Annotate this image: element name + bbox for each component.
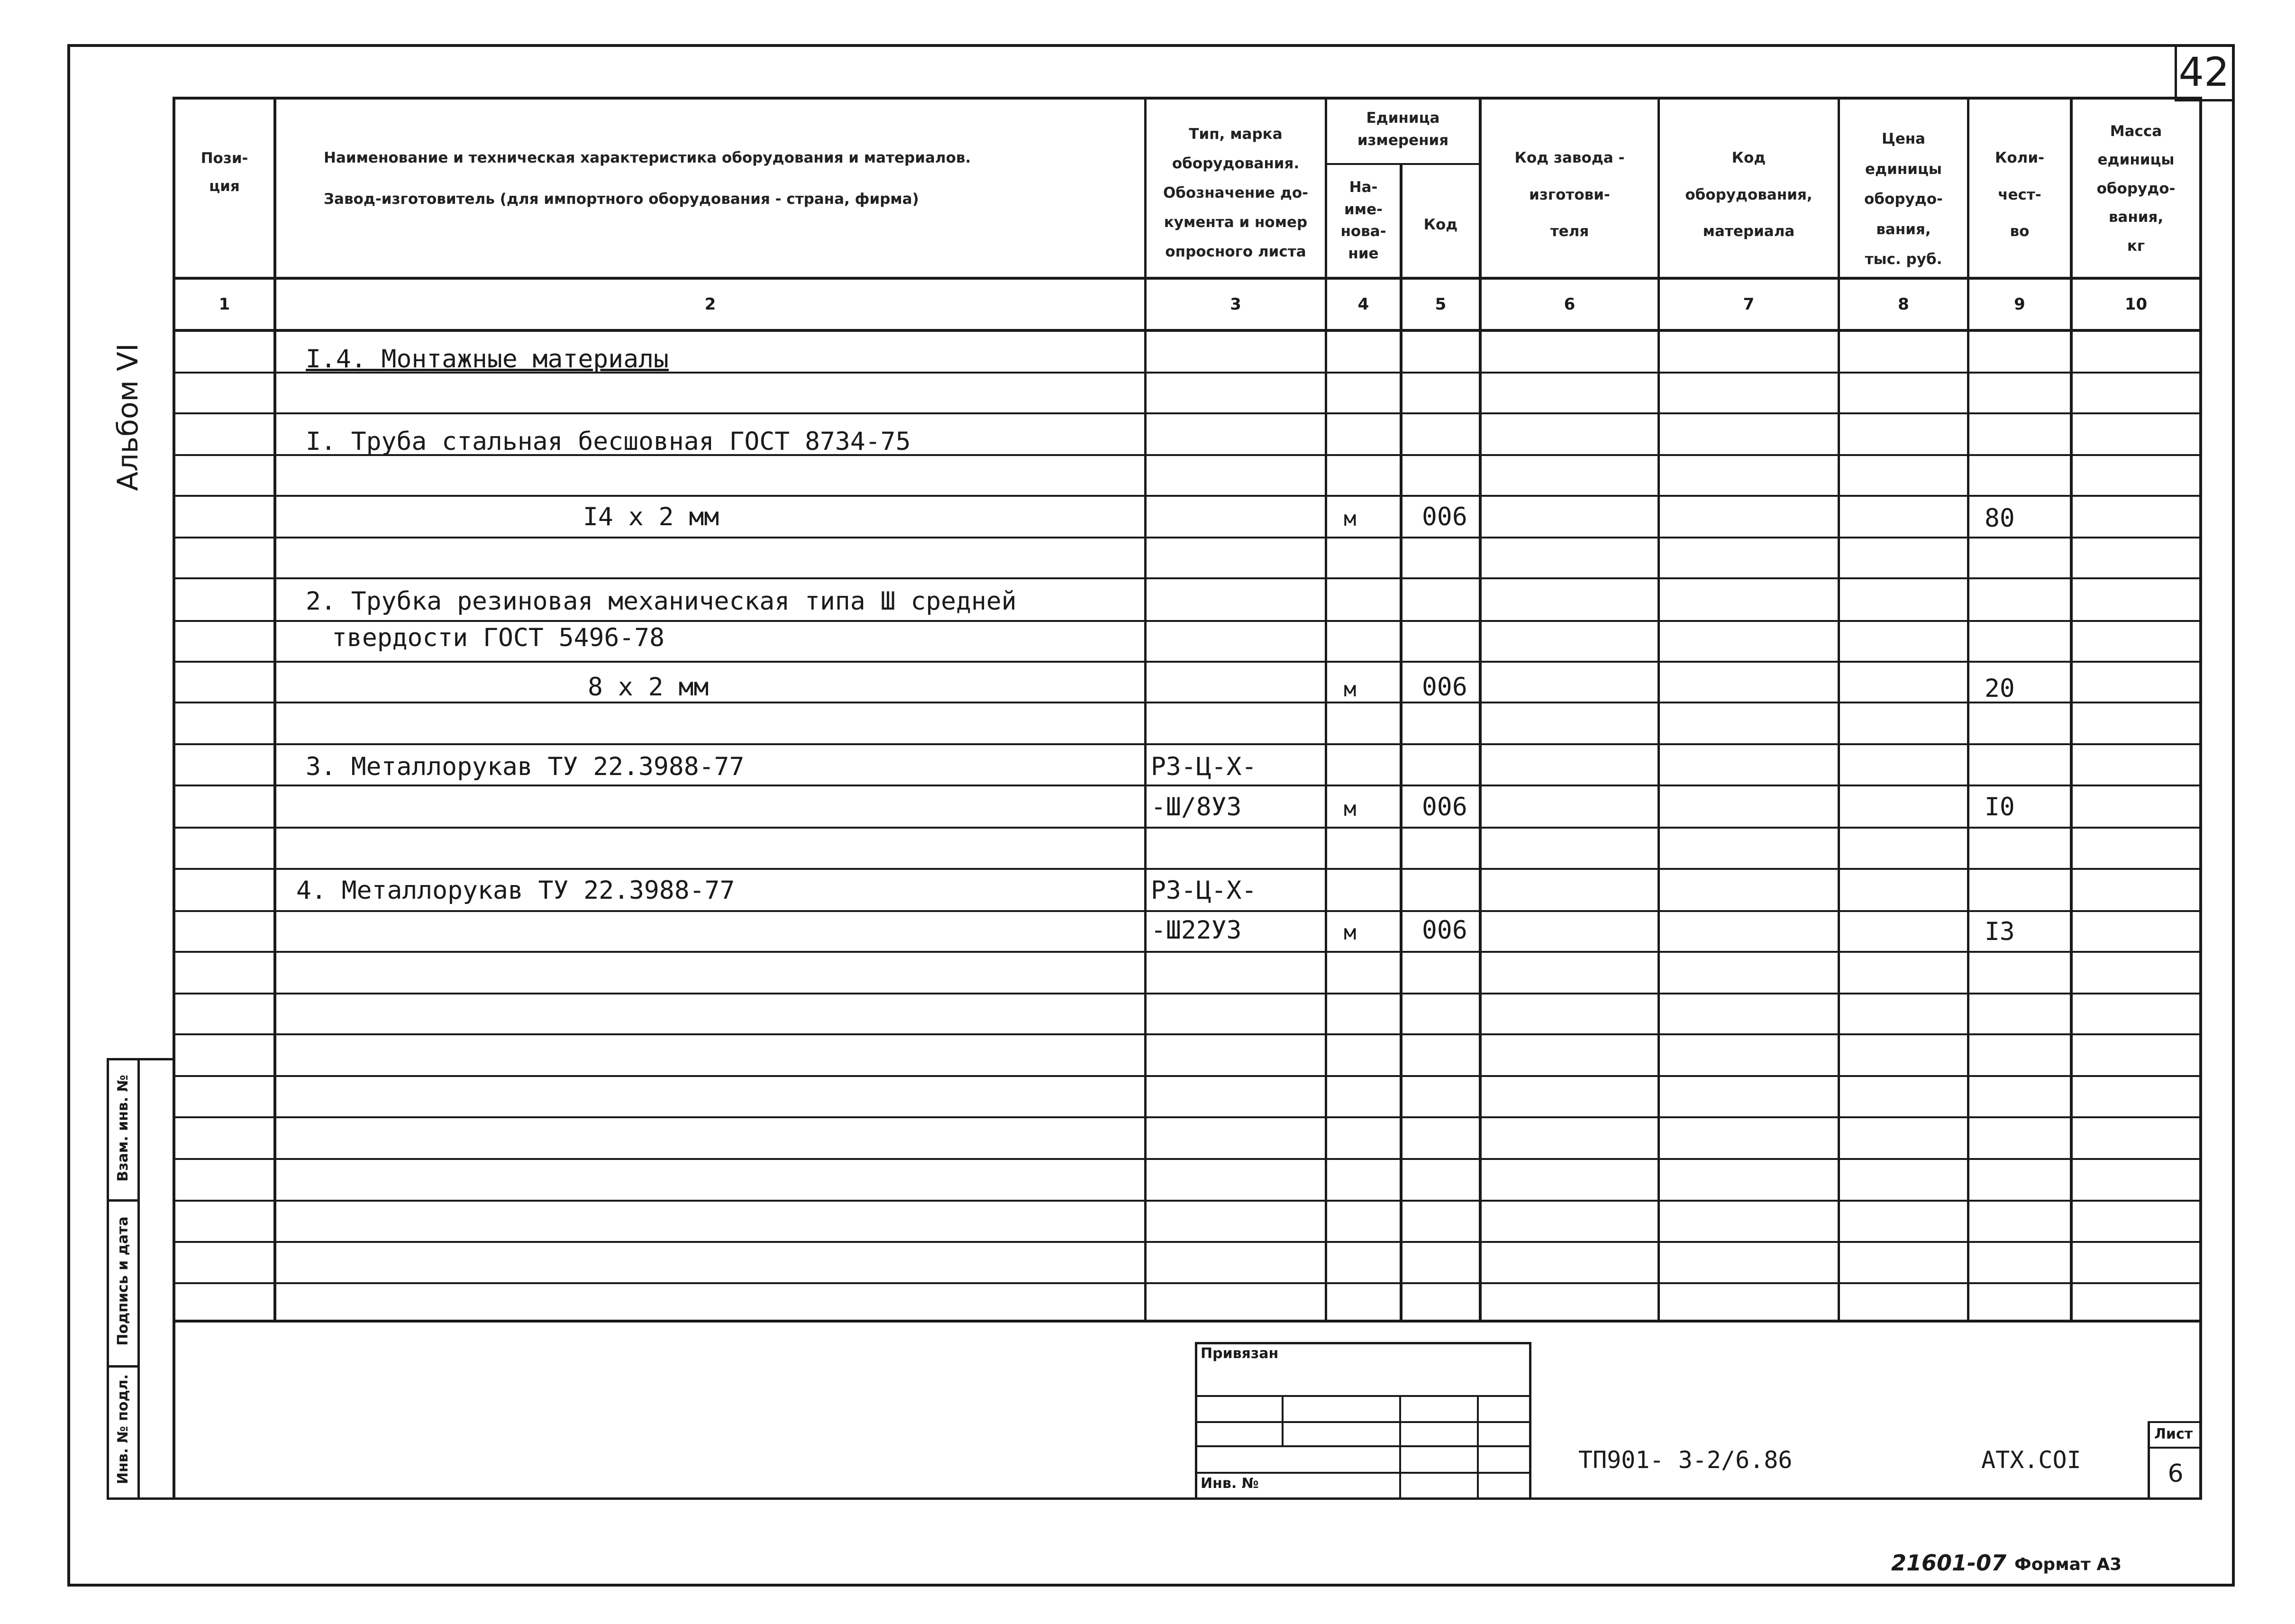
item-3-type-cont: -Ш/8УЗ	[1151, 793, 1242, 821]
item-1-size: I4 x 2 мм	[583, 502, 719, 531]
colnum-6: 6	[1564, 295, 1576, 314]
tb-sheet-number: 6	[2168, 1460, 2184, 1488]
tb-bottom	[173, 1497, 2202, 1500]
footer-handwritten-number: 21601-07	[1891, 1550, 2007, 1576]
colnum-5: 5	[1435, 295, 1447, 314]
tb-privyazan-col-1	[1282, 1395, 1284, 1447]
table-header-bottom	[173, 277, 2202, 280]
table-colnum-bottom	[173, 329, 2202, 332]
table-row-line	[173, 1200, 2202, 1202]
tb-sheet-mid	[2148, 1447, 2202, 1449]
colnum-10: 10	[2124, 295, 2148, 314]
table-row-line	[173, 1282, 2202, 1284]
item-4-qty: I3	[1985, 917, 2015, 946]
table-top	[173, 97, 2202, 100]
colnum-2: 2	[704, 295, 716, 314]
colnum-9: 9	[2014, 295, 2025, 314]
item-2-name-cont: твердости ГОСТ 5496-78	[332, 623, 665, 652]
colnum-3: 3	[1230, 295, 1241, 314]
table-row-line	[173, 1241, 2202, 1243]
item-4-name: 4. Металлорукав ТУ 22.3988-77	[296, 876, 735, 905]
colnum-8: 8	[1898, 295, 1909, 314]
table-row-line	[173, 661, 2202, 663]
colnum-1: 1	[219, 295, 230, 314]
item-2-size: 8 x 2 мм	[588, 673, 709, 702]
tb-project-code: ТП901- 3-2/6.86	[1578, 1446, 1793, 1474]
header-col-2: Наименование и техническая характеристика оборудования и материалов. Завод-изготовитель (для импортного оборудования - страна, фирма)	[324, 149, 971, 208]
tb-sheet-left	[2148, 1421, 2150, 1500]
side-stamp-mid	[137, 1058, 140, 1500]
table-row-line	[173, 827, 2202, 829]
tb-privyazan-label: Привязан	[1201, 1345, 1279, 1362]
item-3-name: 3. Металлорукав ТУ 22.3988-77	[306, 752, 745, 781]
item-3-qty: I0	[1985, 793, 2015, 821]
table-row-line	[173, 993, 2202, 994]
unit-group-divider	[1325, 163, 1480, 165]
page-number: 42	[2178, 49, 2230, 95]
side-stamp-bottom	[107, 1497, 173, 1500]
tb-inv-no-label: Инв. №	[1201, 1475, 1259, 1492]
header-col-1: Пози- ция	[200, 150, 248, 195]
frame-left	[67, 44, 70, 1587]
col-divider-5	[1479, 97, 1482, 1321]
table-row-line	[173, 868, 2202, 870]
tb-privyazan-row-2	[1195, 1421, 1531, 1423]
header-col-3: Тип, марка оборудования. Обозначение до- кумента и номер опросного листа	[1163, 126, 1309, 260]
table-row-line	[173, 495, 2202, 497]
col-divider-8	[1967, 97, 1969, 1321]
header-col-7: Код оборудования, материала	[1685, 149, 1812, 240]
table-row-line	[173, 577, 2202, 579]
table-right	[2199, 97, 2202, 1500]
col-divider-6	[1658, 97, 1660, 1321]
item-2-unit: м	[1344, 677, 1357, 702]
tb-privyazan-col-3	[1477, 1395, 1479, 1500]
table-row-line	[173, 1075, 2202, 1077]
col-divider-3	[1325, 97, 1327, 1321]
item-2-code: 006	[1422, 673, 1467, 702]
item-1-qty: 80	[1985, 504, 2015, 533]
col-divider-7	[1838, 97, 1840, 1321]
item-1-code: 006	[1422, 502, 1467, 531]
col-divider-2	[1144, 97, 1147, 1321]
header-unit-group: Единица измерения	[1357, 109, 1449, 149]
header-col-5: Код	[1423, 216, 1458, 233]
tb-privyazan-top	[1195, 1342, 1531, 1344]
header-col-4: На- име- нова- ние	[1340, 179, 1386, 262]
table-row-line	[173, 1116, 2202, 1118]
stamp-signature-date: Подпись и дата	[115, 1216, 131, 1346]
header-col-9: Коли- чест- во	[1995, 149, 2044, 240]
header-col-6: Код завода - изготови- теля	[1514, 149, 1625, 240]
stamp-vzam-inv: Взам. инв. №	[115, 1075, 131, 1182]
table-body-bottom	[173, 1320, 2202, 1323]
table-row-line	[173, 951, 2202, 953]
col-divider-1	[273, 97, 276, 1321]
page-number-box-left	[2175, 44, 2177, 100]
tb-doc-code: АТХ.СОI	[1981, 1446, 2081, 1474]
item-4-type: РЗ-Ц-Х-	[1151, 876, 1257, 905]
item-2-qty: 20	[1985, 674, 2015, 703]
tb-privyazan-col-2	[1399, 1395, 1401, 1500]
table-row-line	[173, 743, 2202, 745]
tb-sheet-label: Лист	[2154, 1426, 2193, 1442]
frame-top	[67, 44, 2235, 47]
tb-sheet-top	[2148, 1421, 2202, 1423]
col-divider-4	[1400, 163, 1402, 1321]
album-label: Альбом VI	[111, 343, 145, 491]
header-col-10: Масса единицы оборудо- вания, кг	[2096, 123, 2176, 255]
item-1-unit: м	[1344, 507, 1357, 531]
col-divider-9	[2070, 97, 2073, 1321]
frame-right	[2232, 44, 2235, 1587]
frame-bottom	[67, 1584, 2235, 1587]
header-col-8: Цена единицы оборудо- вания, тыс. руб.	[1864, 130, 1943, 268]
colnum-4: 4	[1357, 295, 1369, 314]
item-3-type: РЗ-Ц-Х-	[1151, 752, 1257, 781]
table-row-line	[173, 702, 2202, 703]
section-title: I.4. Монтажные материалы	[306, 345, 669, 374]
item-4-type-cont: -Ш22УЗ	[1151, 916, 1242, 945]
tb-privyazan-row-3	[1195, 1445, 1531, 1447]
tb-privyazan-row-4	[1195, 1472, 1531, 1474]
table-row-line	[173, 1158, 2202, 1160]
table-row-line	[173, 1033, 2202, 1035]
side-stamp-left	[107, 1058, 109, 1500]
item-4-unit: м	[1344, 921, 1357, 945]
item-2-name: 2. Трубка резиновая механическая типа Ш средней	[306, 587, 1017, 616]
table-row-line	[173, 537, 2202, 538]
stamp-inv-podl: Инв. № подл.	[115, 1374, 131, 1485]
item-3-unit: м	[1344, 797, 1357, 821]
table-row-line	[173, 785, 2202, 786]
item-4-code: 006	[1422, 916, 1467, 945]
colnum-7: 7	[1743, 295, 1755, 314]
footer-format: Формат А3	[2014, 1555, 2122, 1574]
item-1-name: I. Труба стальная бесшовная ГОСТ 8734-75	[306, 427, 911, 456]
table-row-line	[173, 412, 2202, 414]
item-3-code: 006	[1422, 793, 1467, 821]
tb-privyazan-row-1	[1195, 1395, 1531, 1397]
table-row-line	[173, 910, 2202, 912]
